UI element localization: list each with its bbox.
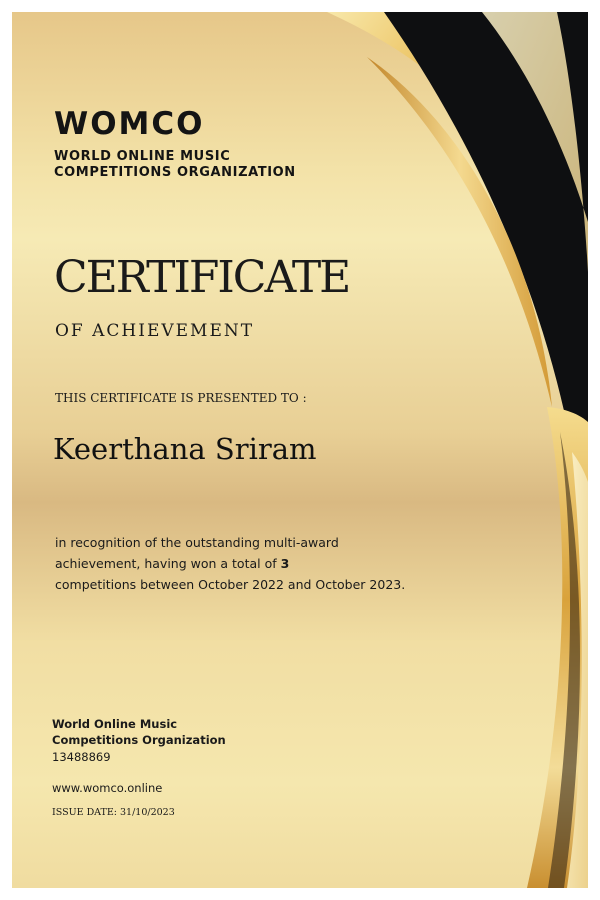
- recognition-line1: in recognition of the outstanding multi-award: [55, 535, 339, 550]
- organization-name-line2: COMPETITIONS ORGANIZATION: [54, 165, 296, 180]
- certificate-sheet: [12, 12, 588, 888]
- recognition-line2-text: achievement, having won a total of: [55, 556, 281, 571]
- website-text: www.womco.online: [52, 781, 163, 795]
- recognition-line2: [55, 553, 485, 574]
- footer-organization-line2: Competitions Organization: [52, 733, 226, 747]
- registration-number: 13488869: [52, 750, 111, 764]
- recognition-text: [55, 532, 485, 595]
- organization-name: [54, 149, 354, 181]
- issue-date: ISSUE DATE: 31/10/2023: [52, 807, 175, 818]
- organization-name-line1: WORLD ONLINE MUSIC: [54, 149, 231, 164]
- certificate-title: CERTIFICATE: [54, 252, 350, 303]
- footer-organization-line1: World Online Music: [52, 717, 178, 731]
- certificate-subtitle: OF ACHIEVEMENT: [55, 321, 255, 341]
- recipient-name: Keerthana Sriram: [53, 432, 317, 466]
- competitions-count: 3: [280, 556, 290, 571]
- footer-organization: [52, 716, 292, 748]
- brand-logo-text: WOMCO: [54, 106, 205, 142]
- presented-to-label: THIS CERTIFICATE IS PRESENTED TO :: [55, 391, 307, 405]
- recognition-line3: competitions between October 2022 and October 2023.: [55, 577, 406, 592]
